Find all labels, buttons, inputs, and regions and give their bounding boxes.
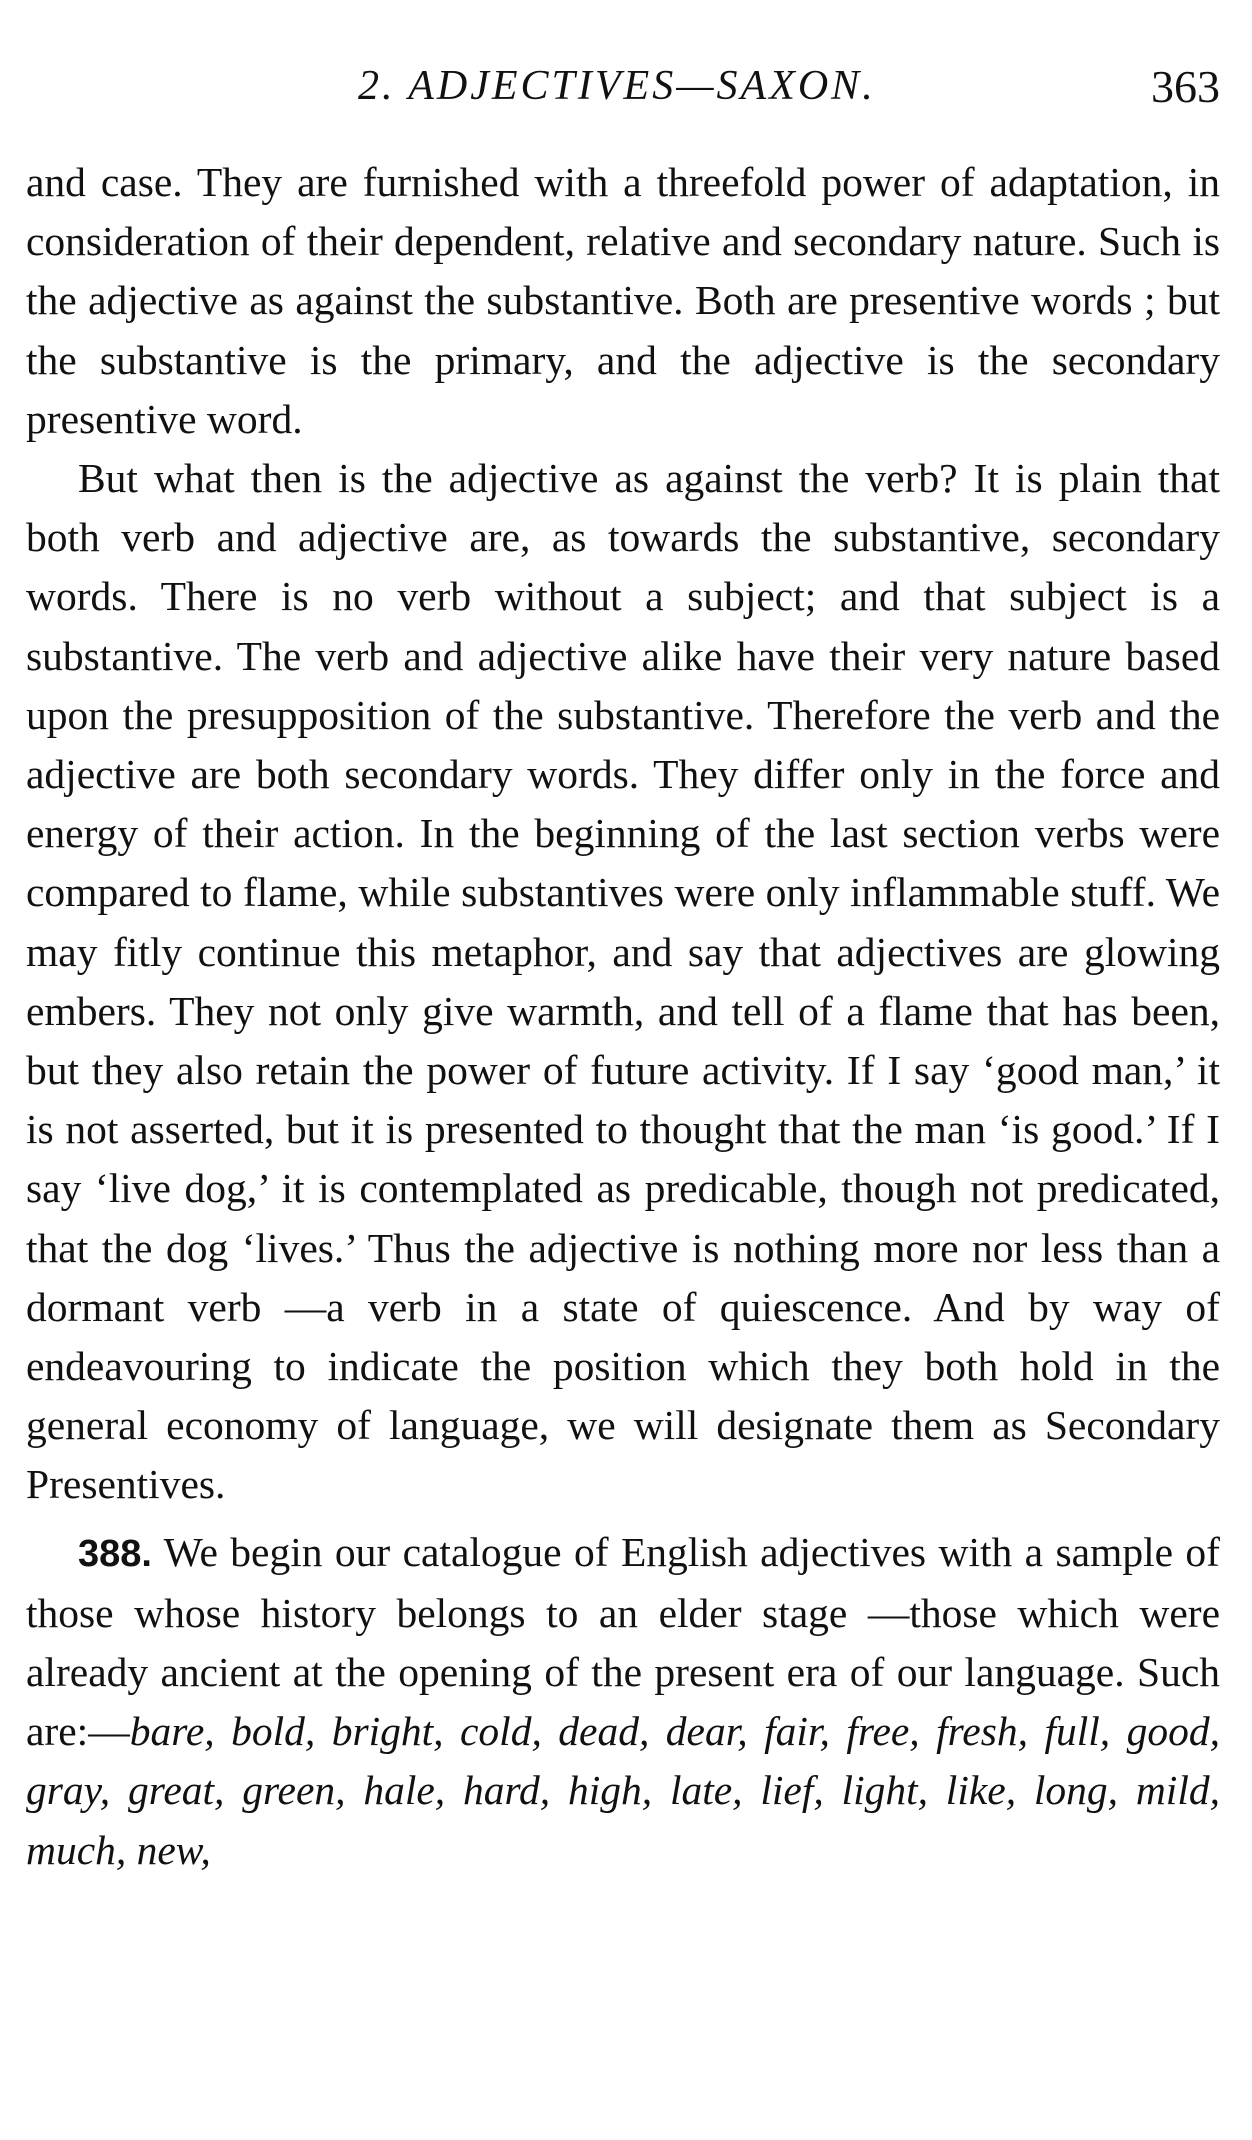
section-text: We begin our catalogue of English adjectives with a sample of those whose history belongs to an elder stage —those which were already ancient at the opening of the present era of our language. Such are:—	[26, 1528, 1220, 1755]
page-header	[26, 52, 1220, 122]
paragraph-adjective-verb: But what then is the adjective as against the verb? It is plain that both verb and adjective are, as towards the substantive, secondary words. There is no verb without a subject; and that subject is a substantive. The verb and adjective alike have their very nature based upon the presupposition of the substantive. Therefore the verb and the adjective are both secondary words. They differ only in the force and energy of their action. In the beginning of the last section verbs were compared to flame, while substantives were only inflammable stuff. We may fitly continue this metaphor, and say that adjectives are glowing embers. They not only give warmth, and tell of a flame that has been, but they also retain the power of future activity. If I say ‘good man,’ it is not asserted, but it is presented to thought that the man ‘is good.’ If I say ‘live dog,’ it is contemplated as predicable, though not predicated, that the dog ‘lives.’ Thus the adjective is nothing more nor less than a dormant verb —a verb in a state of quiescence. And by way of endeavouring to indicate the position which they both hold in the general economy of language, we will designate them as Secondary Presentives.	[26, 455, 1220, 1508]
section-number: 388.	[78, 1532, 152, 1575]
paragraph-continued: and case. They are furnished with a threefold power of adaptation, in consideration of their dependent, relative and secondary nature. Such is the adjective as against the substantive. Both are presentive words ; but the substantive is the primary, and the adjective is the secondary presentive word.	[26, 159, 1220, 442]
adjective-list: bare, bold, bright, cold, dead, dear, fair, free, fresh, full, good, gray, great, green, hale, hard, high, late, lief, light, like, long, mild, much, new,	[26, 1708, 1220, 1873]
page-number: 363	[1151, 61, 1220, 112]
page-body	[26, 153, 1220, 1880]
running-title: 2. ADJECTIVES—SAXON.	[358, 63, 876, 109]
section-388-paragraph	[26, 1523, 1220, 1880]
